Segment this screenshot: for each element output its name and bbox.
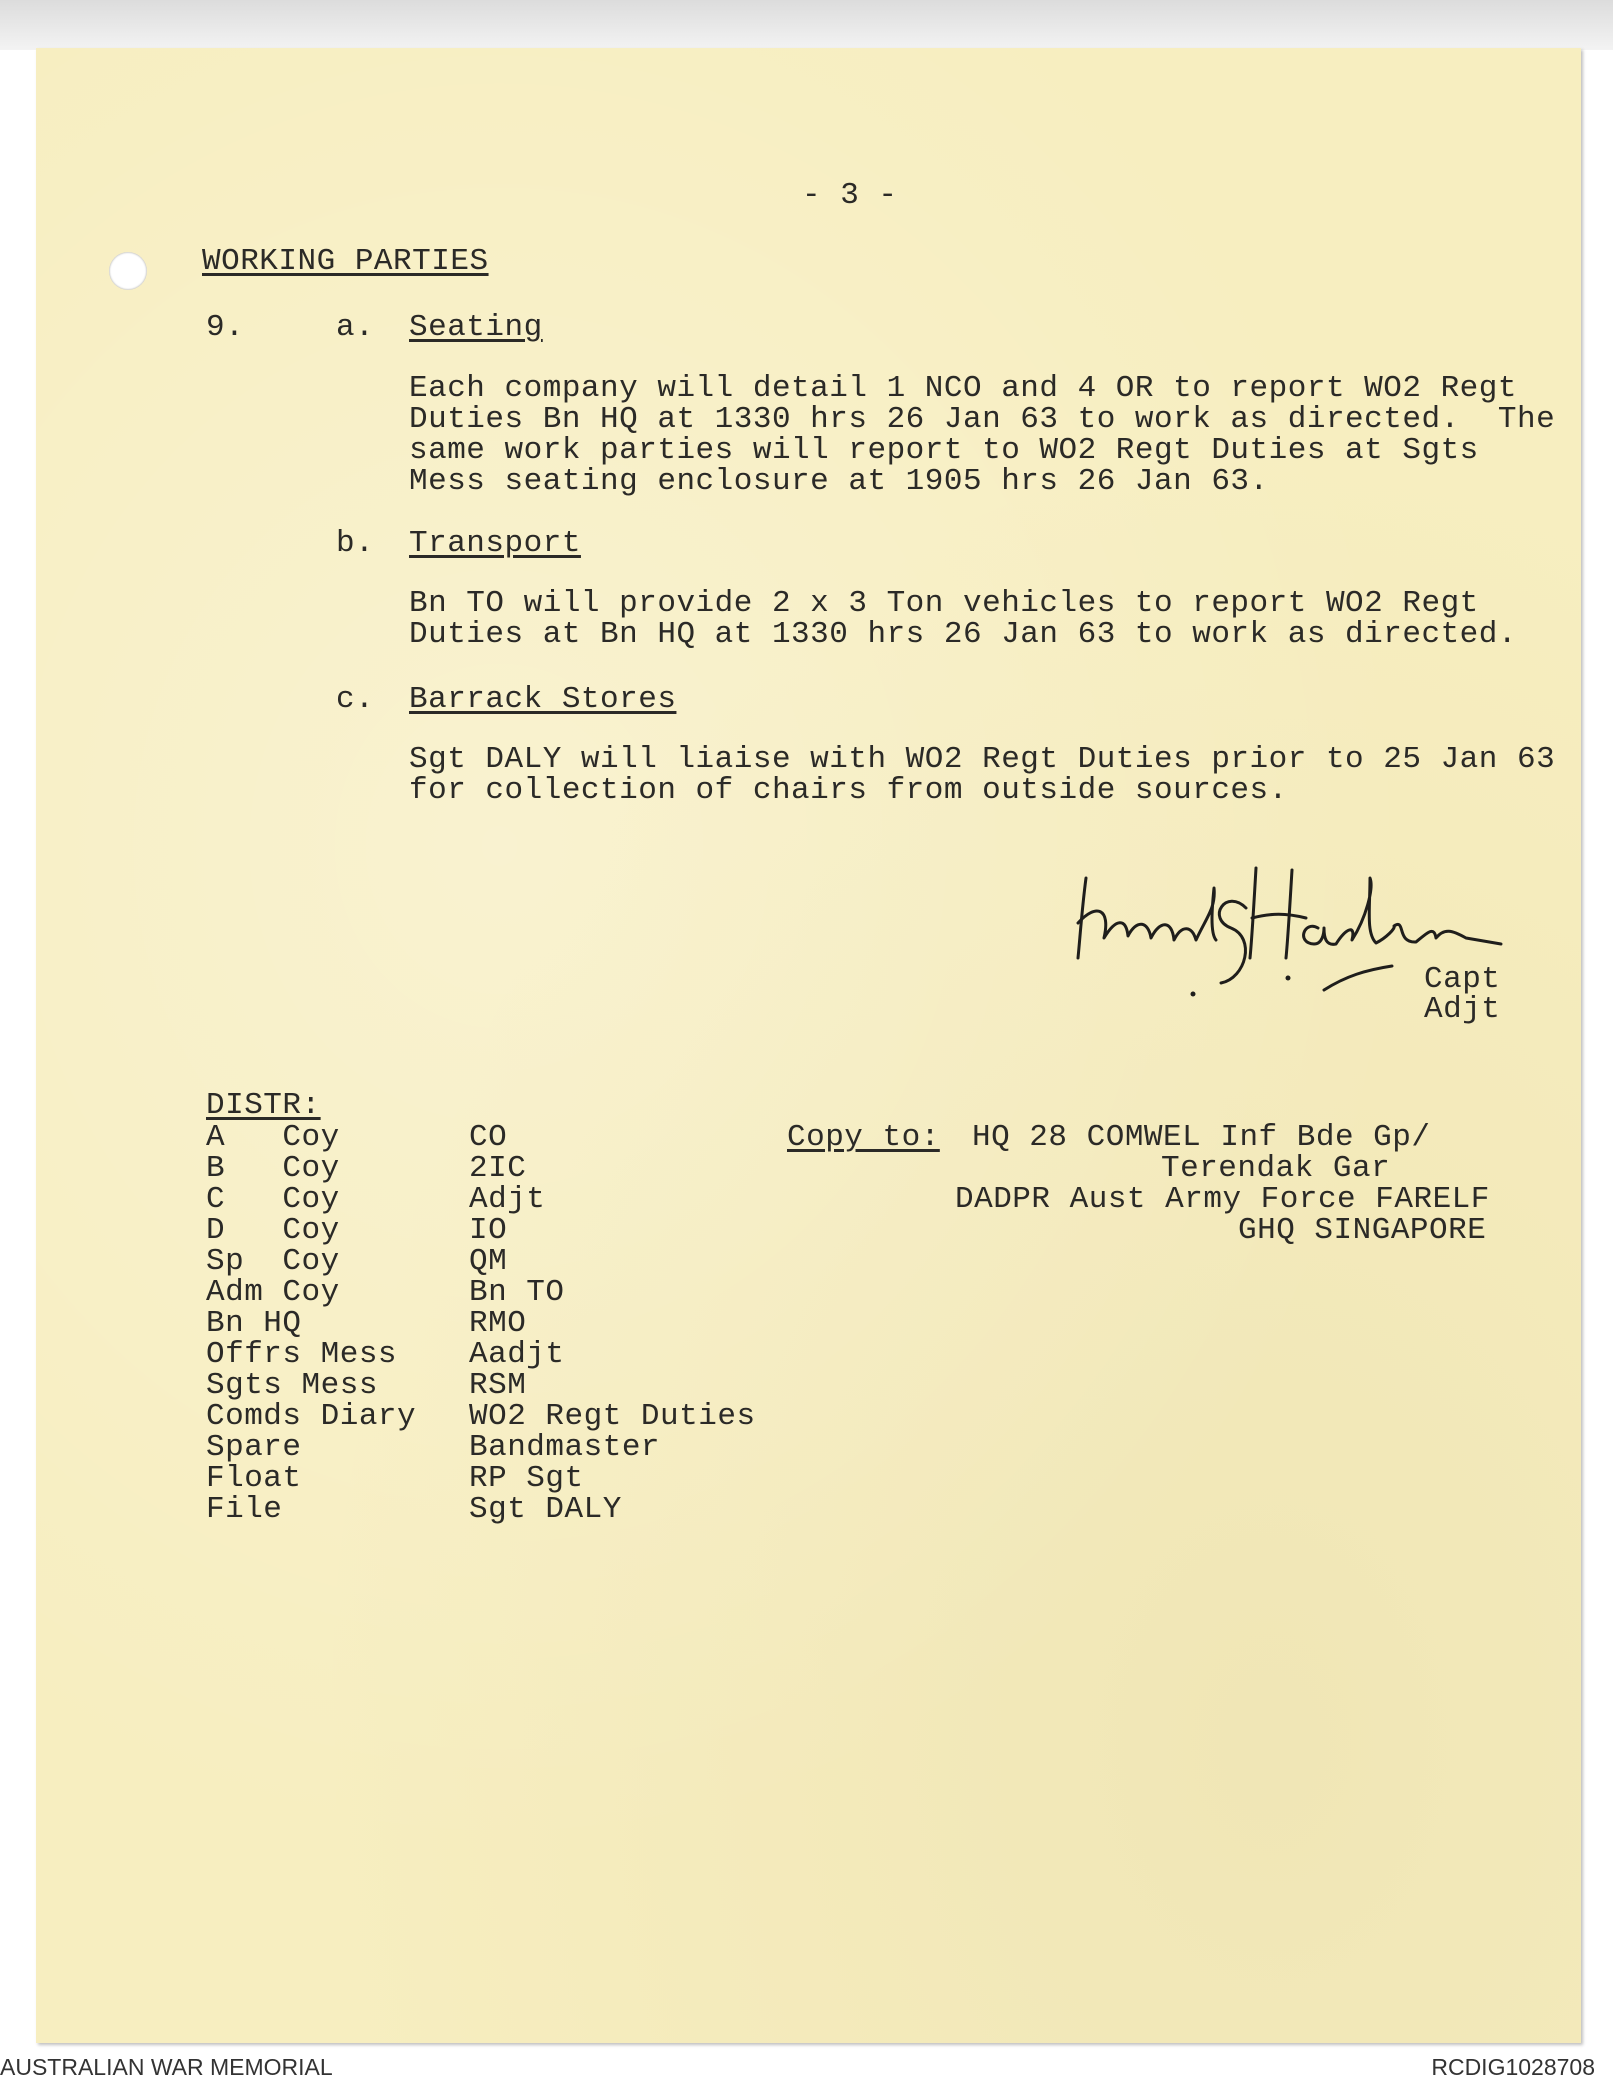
distribution-item: D Coy — [206, 1213, 340, 1248]
distribution-item: A Coy — [206, 1120, 340, 1155]
distribution-item: WO2 Regt Duties — [469, 1399, 756, 1434]
distribution-item: CO — [469, 1120, 508, 1155]
distribution-item: Bn TO — [469, 1275, 565, 1310]
subsection-c-heading: Barrack Stores — [409, 682, 677, 717]
distribution-item: RMO — [469, 1306, 527, 1341]
distribution-item: Adjt — [469, 1182, 546, 1217]
copy-to-line: Terendak Gar — [1161, 1151, 1391, 1186]
distribution-item: Sgt DALY — [469, 1492, 622, 1527]
subsection-a-heading: Seating — [409, 310, 543, 345]
distribution-item: QM — [469, 1244, 508, 1279]
distribution-heading: DISTR: — [206, 1088, 321, 1123]
distribution-item: File — [206, 1492, 283, 1527]
copy-to-line: GHQ SINGAPORE — [1238, 1213, 1487, 1248]
paragraph-line: same work parties will report to WO2 Regt Duties at Sgts — [409, 433, 1479, 468]
distribution-item: RP Sgt — [469, 1461, 584, 1496]
paragraph-line: Mess seating enclosure at 1905 hrs 26 Jan 63. — [409, 464, 1269, 499]
page-number: - 3 - — [802, 178, 898, 213]
footer-archive-name: AUSTRALIAN WAR MEMORIAL — [0, 2054, 333, 2080]
distribution-item: Bandmaster — [469, 1430, 661, 1465]
distribution-item: RSM — [469, 1368, 527, 1403]
paragraph-line: Each company will detail 1 NCO and 4 OR to report WO2 Regt — [409, 371, 1517, 406]
section-heading: WORKING PARTIES — [202, 244, 489, 279]
signatory-appointment: Adjt — [1424, 992, 1501, 1027]
signatory-rank: Capt — [1424, 962, 1501, 997]
copy-to-line: HQ 28 COMWEL Inf Bde Gp/ — [972, 1120, 1431, 1155]
subsection-b-heading: Transport — [409, 526, 581, 561]
distribution-item: Offrs Mess — [206, 1337, 398, 1372]
distribution-item: Aadjt — [469, 1337, 565, 1372]
distribution-item: Comds Diary — [206, 1399, 417, 1434]
punch-hole — [109, 252, 147, 290]
copy-to-label: Copy to: — [787, 1120, 940, 1155]
paragraph-line: Sgt DALY will liaise with WO2 Regt Duties prior to 25 Jan 63 — [409, 742, 1556, 777]
distribution-item: C Coy — [206, 1182, 340, 1217]
distribution-item: Adm Coy — [206, 1275, 340, 1310]
subsection-c-letter: c. — [336, 682, 375, 717]
item-number: 9. — [206, 310, 245, 345]
footer-record-id: RCDIG1028708 — [1431, 2054, 1595, 2080]
distribution-item: Bn HQ — [206, 1306, 302, 1341]
distribution-item: Sp Coy — [206, 1244, 340, 1279]
subsection-b-letter: b. — [336, 526, 375, 561]
subsection-a-letter: a. — [336, 310, 375, 345]
paragraph-line: for collection of chairs from outside sources. — [409, 773, 1288, 808]
scan-top-edge — [0, 0, 1613, 50]
copy-to-line: DADPR Aust Army Force FARELF — [955, 1182, 1490, 1217]
distribution-item: Spare — [206, 1430, 302, 1465]
distribution-item: B Coy — [206, 1151, 340, 1186]
paragraph-line: Duties Bn HQ at 1330 hrs 26 Jan 63 to work as directed. The — [409, 402, 1556, 437]
distribution-item: IO — [469, 1213, 508, 1248]
paragraph-line: Duties at Bn HQ at 1330 hrs 26 Jan 63 to work as directed. — [409, 617, 1517, 652]
distribution-item: 2IC — [469, 1151, 527, 1186]
paragraph-line: Bn TO will provide 2 x 3 Ton vehicles to report WO2 Regt — [409, 586, 1479, 621]
document-page — [36, 48, 1581, 2043]
distribution-item: Float — [206, 1461, 302, 1496]
distribution-item: Sgts Mess — [206, 1368, 378, 1403]
